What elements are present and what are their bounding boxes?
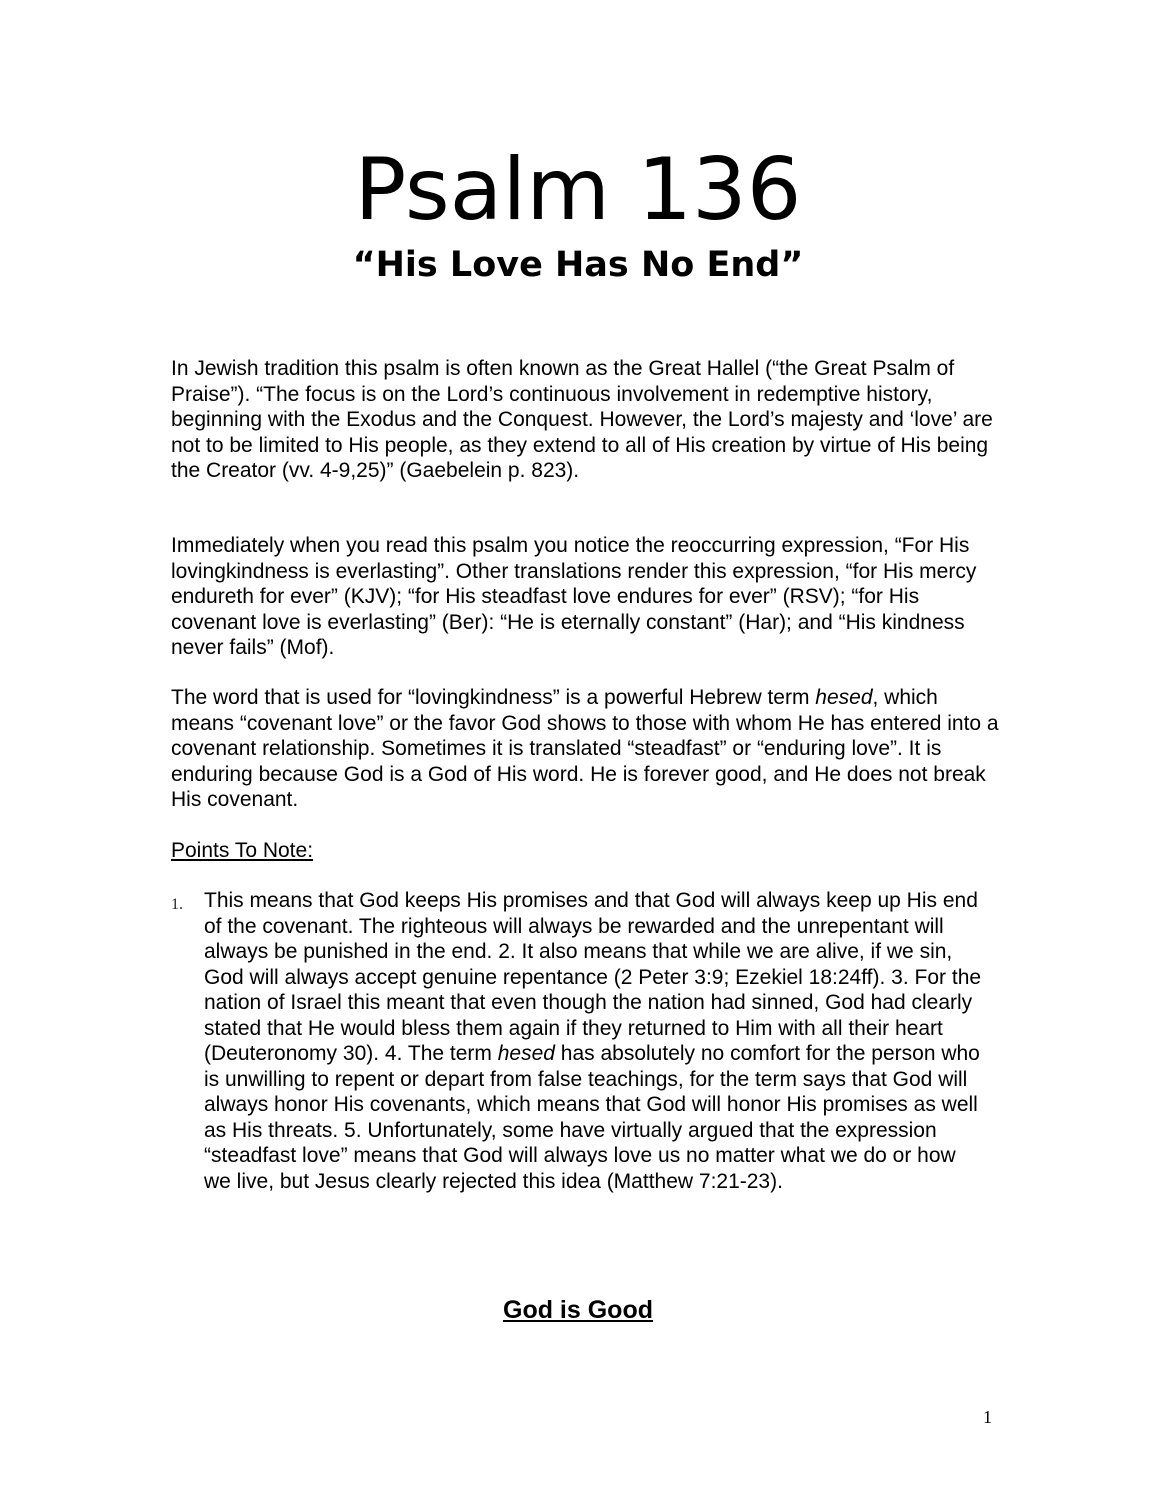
page-subtitle: “His Love Has No End” [352, 245, 804, 285]
list-item-number: 1. [171, 896, 183, 913]
paragraph-hesed [171, 685, 1001, 813]
list-item-text-after: has absolutely no comfort for the person who is unwilling to repent or depart from false teachings, for the term says that God will always honor His covenants, which means that God will honor His promises as well as His threats. 5. Unfortunately, some have virtually argued that the expression “steadfast love” means that God will always love us no matter what we do or how we live, but Jesus clearly rejected this idea (Matthew 7:21-23). [204, 1042, 980, 1193]
section-heading: God is Good [503, 1296, 653, 1324]
points-heading: Points To Note: [171, 839, 314, 862]
paragraph-intro: In Jewish tradition this psalm is often known as the Great Hallel (“the Great Psalm of Praise”). “The focus is on the Lord’s continuous involvement in redemptive history, beginning with the Exodus and the Conquest. However, the Lord’s majesty and ‘love’ are not to be limited to His people, as they extend to all of His creation by virtue of His being the Creator (vv. 4-9,25)” (Gaebelein p. 823). [171, 357, 993, 482]
paragraph-hesed-term: hesed [815, 686, 873, 709]
list-item-term: hesed [497, 1042, 555, 1065]
list-item [204, 888, 984, 1194]
paragraph-hesed-text-after: , which means “covenant love” or the favor God shows to those with whom He has entered into a covenant relationship. Sometimes it is translated “steadfast” or “enduring love”. It is enduring because God is a God of His word. He is forever good, and He does not break His covenant. [171, 686, 999, 811]
page-number: 1 [983, 1407, 992, 1427]
paragraph-translations: Immediately when you read this psalm you notice the reoccurring expression, “For His lovingkindness is everlasting”. Other translations render this expression, “for His mercy endureth for ever” (KJV); “for His steadfast love endures for ever” (RSV); “for His covenant love is everlasting” (Ber): “He is eternally constant” (Har); and “His kindness never fails” (Mof). [171, 534, 977, 659]
list-item-text-before: This means that God keeps His promises and that God will always keep up His end of the covenant. The righteous will always be rewarded and the unrepentant will always be punished in the end. 2. It also means that while we are alive, if we sin, God will always accept genuine repentance (2 Peter 3:9; Ezekiel 18:24ff). 3. For the nation of Israel this meant that even though the nation had sinned, God had clearly stated that He would bless them again if they returned to Him with all their heart (Deuteronomy 30). 4. The term [204, 889, 982, 1065]
paragraph-hesed-text-before: The word that is used for “lovingkindness” is a powerful Hebrew term [171, 686, 816, 709]
page-title: Psalm 136 [354, 140, 802, 240]
